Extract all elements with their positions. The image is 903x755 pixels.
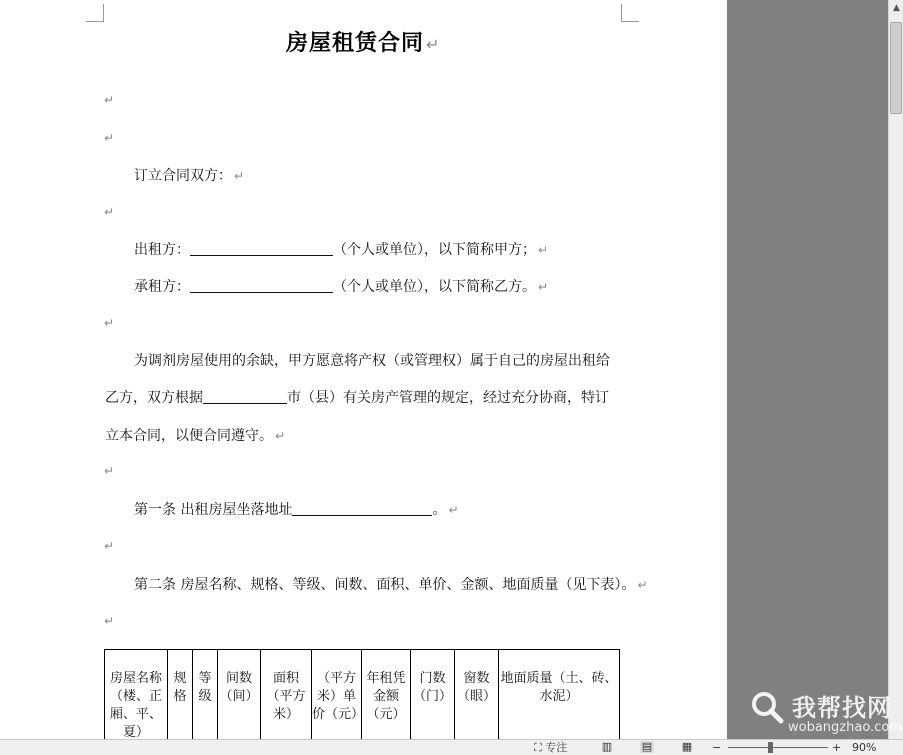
article-2: 第二条 房屋名称、规格、等级、间数、面积、单价、金额、地面质量（见下表）。 ↵ — [134, 577, 648, 593]
zoom-level[interactable]: 90% — [852, 741, 877, 754]
status-bar — [0, 739, 903, 755]
property-table — [104, 649, 620, 739]
zoom-in-button[interactable]: + — [832, 741, 842, 754]
table-header-cell[interactable]: 等级 — [193, 650, 218, 740]
page-corner-mark-top-right — [621, 4, 639, 22]
document-title: 房屋租赁合同 ↵ — [286, 31, 441, 56]
paragraph-mark-icon: ↵ — [538, 243, 549, 257]
empty-paragraph: ↵ — [104, 131, 115, 145]
zoom-slider-handle[interactable] — [768, 742, 773, 753]
table-header-cell[interactable]: 地面质量（土、砖、水泥） — [499, 650, 620, 740]
paragraph-mark-icon: ↵ — [234, 169, 245, 183]
lessee-line: 承租方： （个人或单位），以下简称乙方。 ↵ — [134, 279, 549, 295]
empty-paragraph: ↵ — [104, 316, 115, 330]
site-watermark — [750, 688, 900, 740]
focus-mode-button[interactable]: ⛶ 专注 — [534, 741, 568, 754]
purpose-line-2: 乙方，双方根据 市（县）有关房产管理的规定，经过充分协商，特订 — [105, 390, 609, 406]
paragraph-mark-icon: ↵ — [538, 280, 549, 294]
zoom-out-button[interactable]: − — [712, 741, 722, 754]
web-layout-icon[interactable]: ▦ — [681, 740, 693, 753]
focus-icon: ⛶ — [534, 741, 542, 754]
table-header-cell[interactable]: 年租凭金额（元） — [362, 650, 411, 740]
reading-view-icon[interactable]: ▥ — [601, 740, 613, 753]
empty-paragraph: ↵ — [104, 464, 115, 478]
parties-intro: 订立合同双方： ↵ — [134, 168, 245, 184]
empty-paragraph: ↵ — [104, 205, 115, 219]
table-header-cell[interactable]: （平方米）单价（元） — [312, 650, 362, 740]
magnifier-logo-icon — [750, 690, 784, 724]
watermark-url: wobangzhao.com — [788, 720, 902, 735]
table-header-cell[interactable]: 面积（平方米） — [261, 650, 312, 740]
purpose-line-3: 立本合同，以便合同遵守。 ↵ — [105, 428, 286, 444]
table-header-cell[interactable]: 窗数（眼） — [455, 650, 499, 740]
lessee-blank-field[interactable] — [190, 279, 333, 293]
paragraph-mark-icon: ↵ — [448, 503, 459, 517]
paragraph-mark-icon: ↵ — [426, 35, 441, 54]
empty-paragraph: ↵ — [104, 539, 115, 553]
city-blank-field[interactable] — [203, 390, 287, 404]
address-blank-field[interactable] — [292, 502, 432, 516]
lessor-blank-field[interactable] — [190, 242, 333, 256]
table-header-cell[interactable]: 房屋名称（楼、正厢、平、夏） — [105, 650, 168, 740]
article-1: 第一条 出租房屋坐落地址 。 ↵ — [134, 502, 459, 518]
empty-paragraph: ↵ — [104, 93, 115, 107]
table-header-cell[interactable]: 门数（门） — [411, 650, 455, 740]
vertical-scrollbar[interactable] — [888, 0, 903, 739]
table-header-cell[interactable]: 间数（间） — [218, 650, 261, 740]
page-corner-mark-top-left — [86, 4, 104, 22]
empty-paragraph: ↵ — [104, 614, 115, 628]
purpose-line-1: 为调剂房屋使用的余缺，甲方愿意将产权（或管理权）属于自己的房屋出租给 — [134, 353, 610, 369]
paragraph-mark-icon: ↵ — [275, 429, 286, 443]
zoom-slider-track[interactable] — [728, 747, 828, 748]
watermark-text: 我帮找网 — [792, 694, 892, 722]
scroll-thumb[interactable] — [890, 22, 902, 114]
paragraph-mark-icon: ↵ — [637, 578, 648, 592]
table-header-row — [105, 650, 620, 740]
scroll-up-arrow-icon[interactable]: ▲ — [893, 3, 900, 13]
lessor-line: 出租方： （个人或单位），以下简称甲方； ↵ — [134, 242, 549, 258]
print-layout-icon[interactable]: ▤ — [641, 740, 653, 753]
table-header-cell[interactable]: 规格 — [168, 650, 193, 740]
